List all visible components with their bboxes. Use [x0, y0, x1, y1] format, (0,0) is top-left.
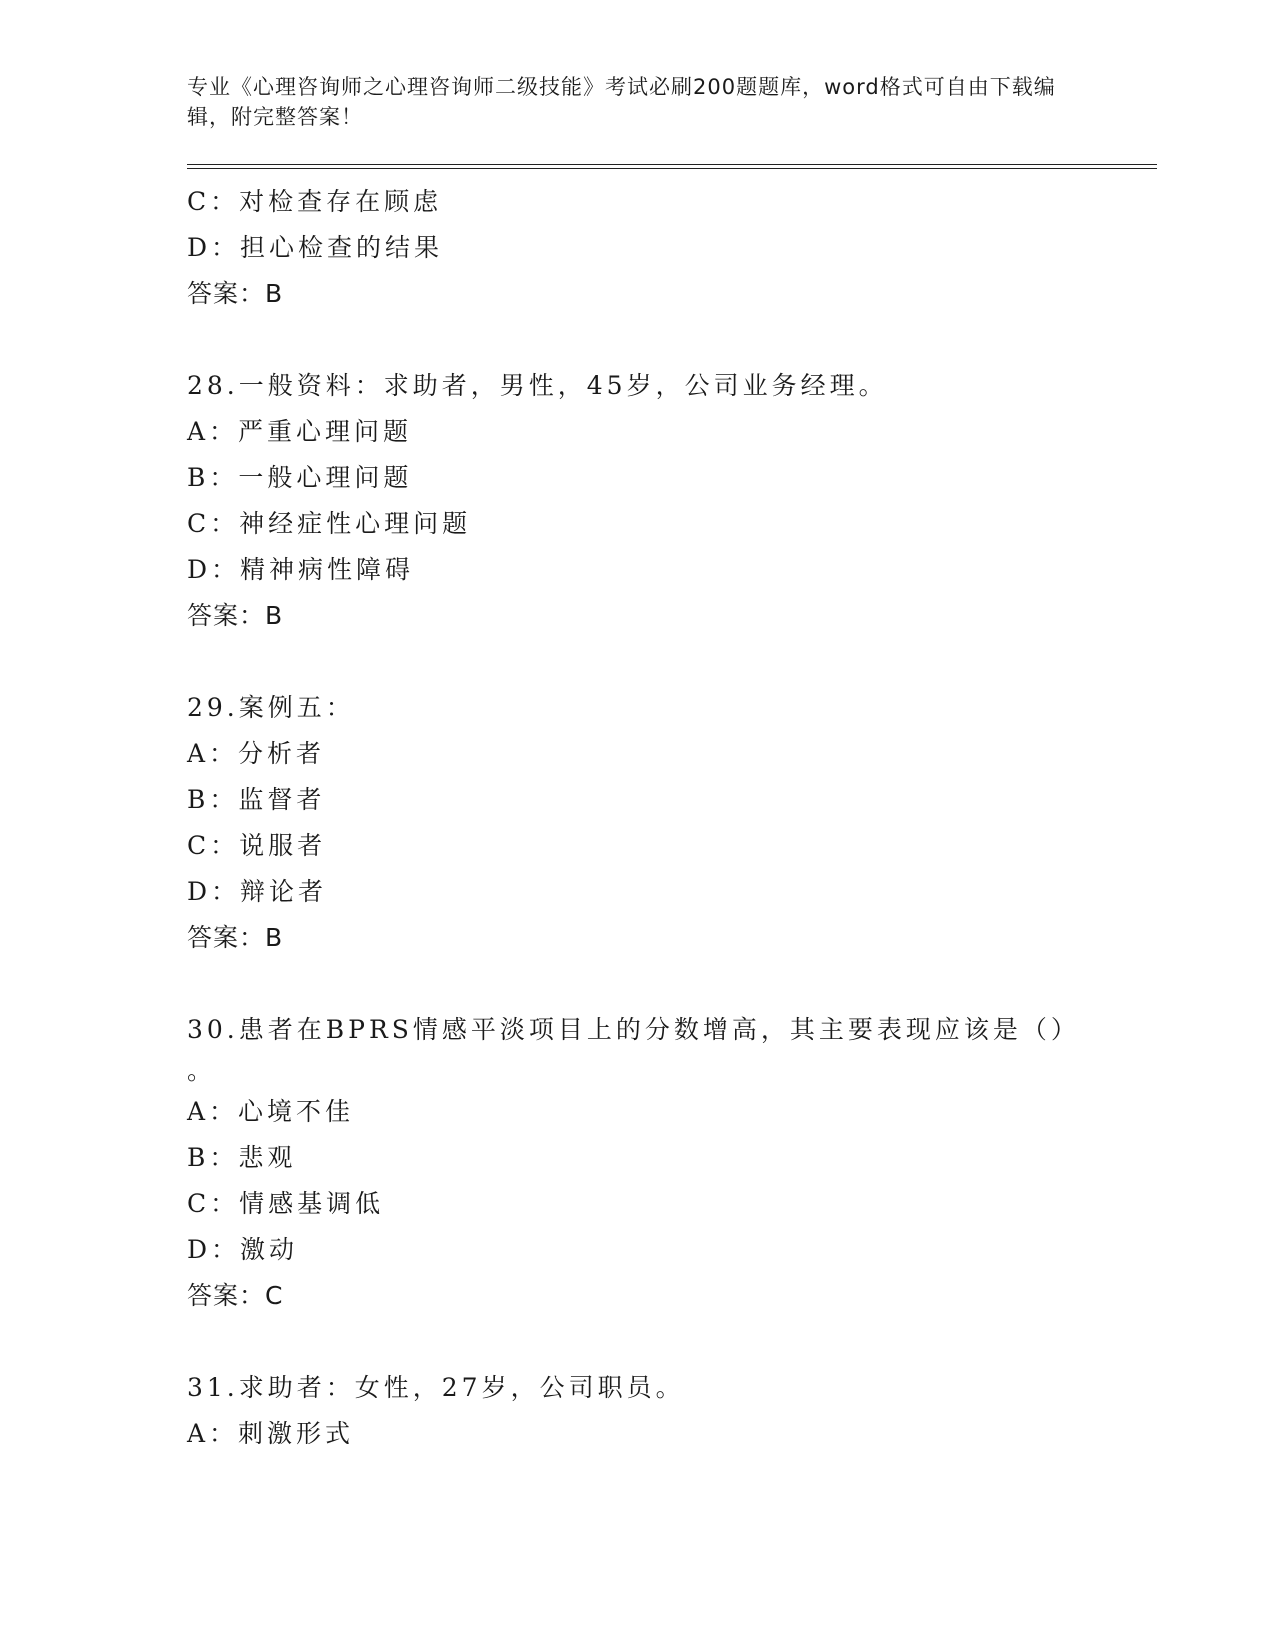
document-page — [187, 72, 1157, 1457]
option-a: A：刺激形式 — [187, 1419, 355, 1448]
option-c: C：说服者 — [187, 831, 327, 860]
option-a: A：分析者 — [187, 739, 326, 768]
answer-line: 答案：B — [187, 279, 284, 308]
spacer — [187, 1319, 1157, 1365]
answer-line: 答案：C — [187, 1281, 284, 1310]
question-stem: 29.案例五： — [187, 693, 355, 722]
option-a: A：心境不佳 — [187, 1097, 355, 1126]
question-stem: 28.一般资料：求助者，男性，45岁，公司业务经理。 — [187, 371, 888, 400]
option-c: C：神经症性心理问题 — [187, 509, 472, 538]
option-b: B：一般心理问题 — [187, 463, 413, 492]
option-d: D：精神病性障碍 — [187, 555, 415, 584]
question-list — [187, 179, 1157, 1457]
option-b: B：监督者 — [187, 785, 326, 814]
spacer — [187, 639, 1157, 685]
document-header: 专业《心理咨询师之心理咨询师二级技能》考试必刷200题题库，word格式可自由下载编辑，附完整答案！ — [187, 75, 1056, 129]
option-d: D：辩论者 — [187, 877, 328, 906]
option-a: A：严重心理问题 — [187, 417, 413, 446]
header-divider — [187, 164, 1157, 169]
question-stem-continuation: 。 — [187, 1056, 217, 1085]
option-c: C：情感基调低 — [187, 1189, 385, 1218]
question-stem: 30.患者在BPRS情感平淡项目上的分数增高，其主要表现应该是（） — [187, 1015, 1080, 1044]
option-b: B：悲观 — [187, 1143, 297, 1172]
option-d: D：担心检查的结果 — [187, 233, 444, 262]
option-d: D：激动 — [187, 1235, 299, 1264]
spacer — [187, 317, 1157, 363]
question-stem: 31.求助者：女性，27岁，公司职员。 — [187, 1373, 685, 1402]
spacer — [187, 961, 1157, 1007]
answer-line: 答案：B — [187, 923, 284, 952]
answer-line: 答案：B — [187, 601, 284, 630]
option-c: C：对检查存在顾虑 — [187, 187, 443, 216]
